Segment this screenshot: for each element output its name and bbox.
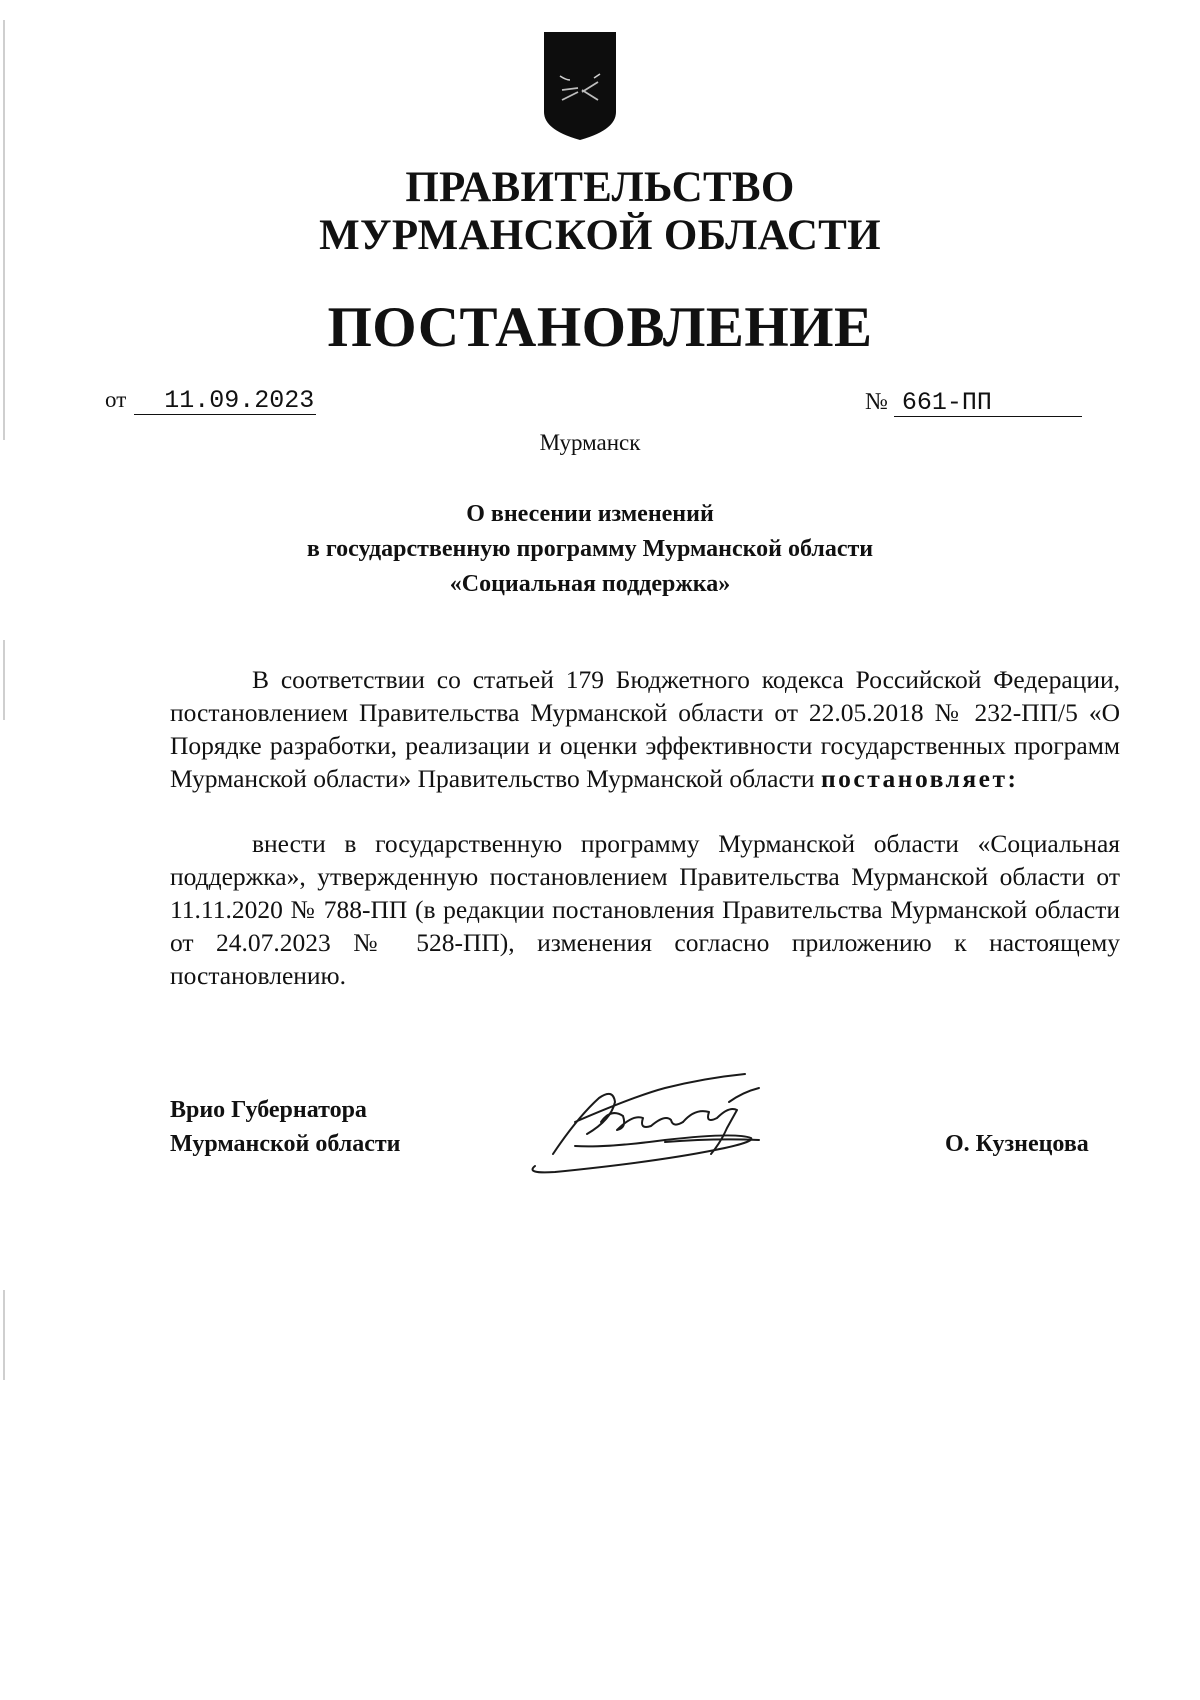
document-number: 661-ПП — [894, 390, 1082, 417]
subject-line1: О внесении изменений — [466, 501, 714, 527]
resolution-keyword: постановляет: — [820, 764, 1019, 793]
body-paragraph-1 — [170, 663, 1120, 795]
scan-edge-mark — [3, 1290, 5, 1380]
date-line — [105, 385, 316, 415]
org-name-line2: МУРМАНСКОЙ ОБЛАСТИ — [319, 212, 881, 259]
date-label: от — [105, 387, 127, 412]
city-name: Мурманск — [539, 430, 641, 455]
subject-line2: в государственную программу Мурманской области — [306, 536, 874, 562]
signatory-title-line2: Мурманской области — [170, 1131, 401, 1157]
document-date: 11.09.2023 — [134, 388, 316, 415]
org-name-line1: ПРАВИТЕЛЬСТВО — [405, 164, 795, 211]
paragraph-2-text: внести в государственную программу Мурманской области «Социальная поддержка», утвержденную постановлением Правительства Мурманской области от 11.11.2020 № 788-ПП (в редакции постановления Правительства Мурманской области от 24.07.2023 № 528-ПП), изменения согласно приложению к настоящему постановлению. — [170, 829, 1120, 990]
number-label: № — [865, 389, 888, 415]
document-type-title: ПОСТАНОВЛЕНИЕ — [327, 296, 873, 359]
body-paragraph-2 — [170, 827, 1120, 992]
signatory-title — [170, 1093, 400, 1161]
subject-line3: «Социальная поддержка» — [449, 571, 731, 597]
scan-edge-mark — [3, 640, 5, 720]
number-line — [865, 387, 1082, 417]
coat-of-arms-icon — [540, 30, 620, 142]
signer-name: О. Кузнецова — [945, 1131, 1089, 1157]
handwritten-signature — [515, 1062, 805, 1182]
paragraph-1-text: В соответствии со статьей 179 Бюджетного кодекса Российской Федерации, постановлением Правительства Мурманской области от 22.05.2018 № 232-ПП/5 «О Порядке разработки, реализации и оценки эффективности государственных программ Мурманской области» Правительство Мурманской области — [170, 665, 1120, 793]
document-subject — [0, 497, 1180, 602]
signatory-title-line1: Врио Губернатора — [170, 1097, 367, 1123]
